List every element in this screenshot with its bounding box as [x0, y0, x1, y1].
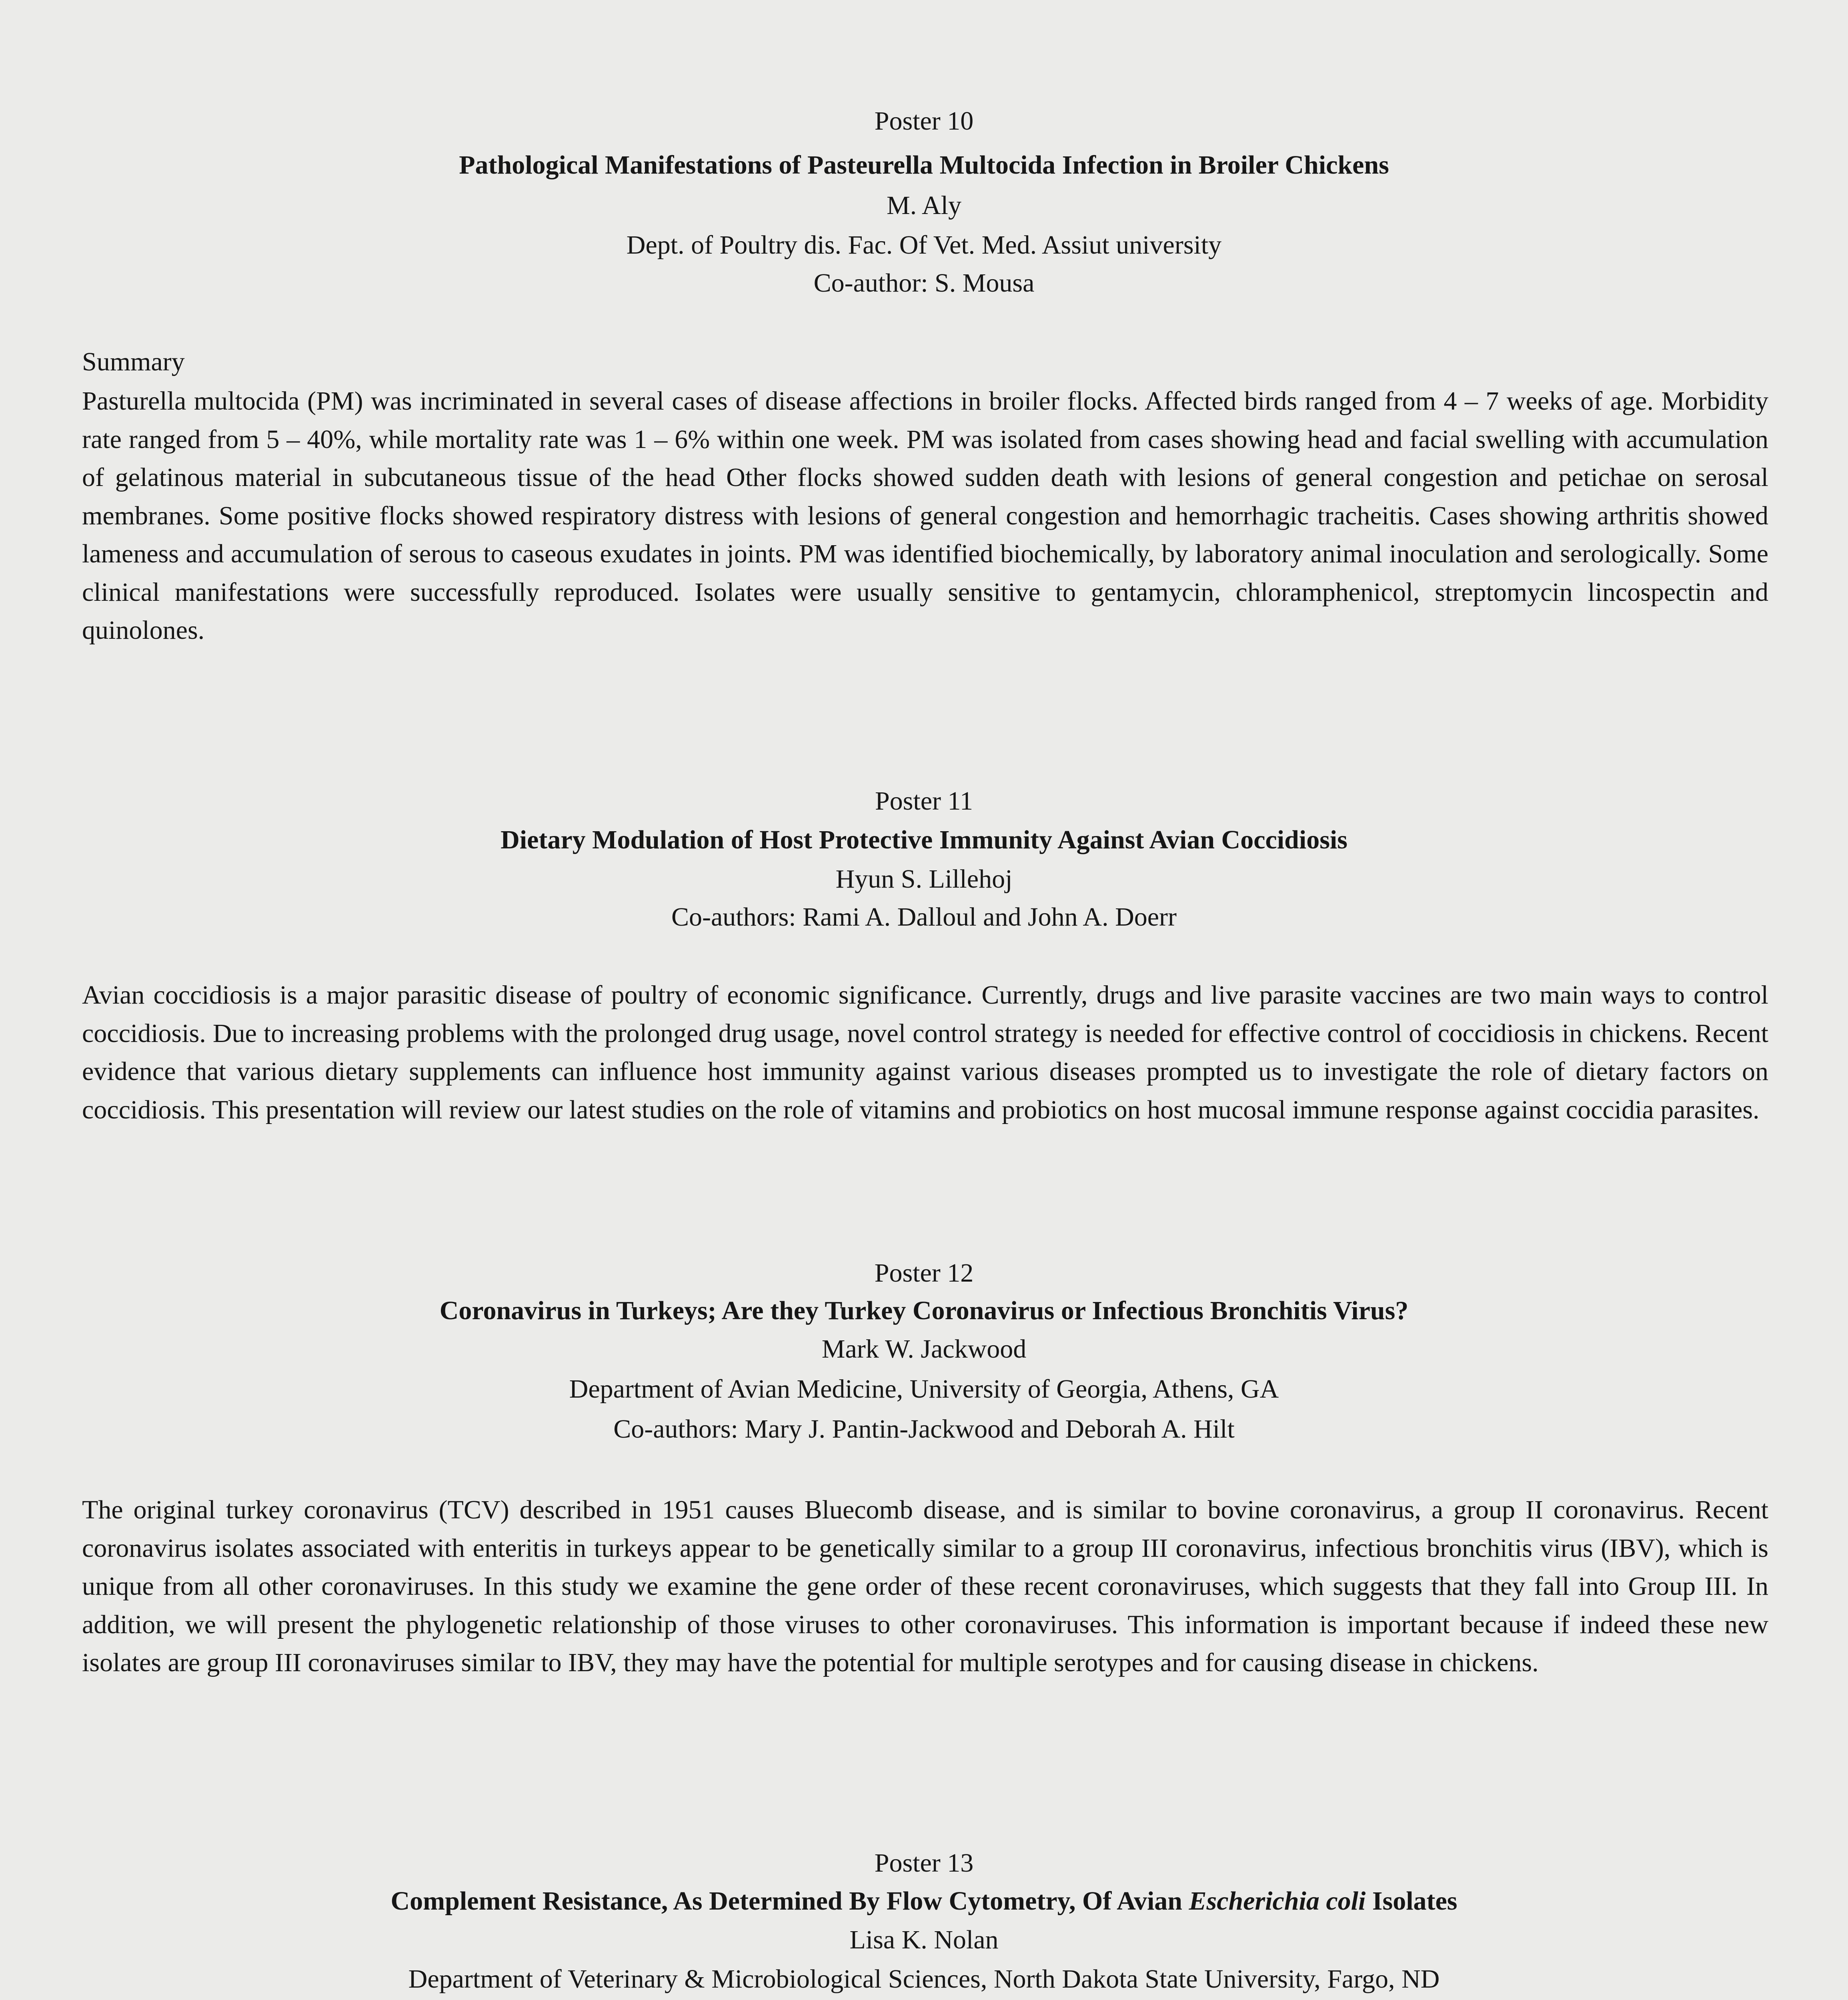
- poster-title: [0, 1882, 1848, 1920]
- poster-abstract: The original turkey coronavirus (TCV) described in 1951 causes Bluecomb disease, and is similar to bovine coronavirus, a group II coronavirus. Recent coronavirus isolates associated with enteritis in turkeys appear to be genetically similar to a group III coronavirus, infectious bronchitis virus (IBV), which is unique from all other coronaviruses. In this study we examine the gene order of these recent coronaviruses, which suggests that they fall into Group III. In addition, we will present the phylogenetic relationship of those viruses to other coronaviruses. This information is important because if indeed these new isolates are group III coronaviruses similar to IBV, they may have the potential for multiple serotypes and for causing disease in chickens.: [82, 1495, 1768, 1677]
- poster-coauthors: [0, 1998, 1848, 2000]
- poster-title: Pathological Manifestations of Pasteurella Multocida Infection in Broiler Chickens: [459, 150, 1389, 180]
- poster-author: Hyun S. Lillehoj: [835, 864, 1013, 894]
- title-species: Escherichia coli: [1189, 1886, 1366, 1916]
- poster-abstract: Pasturella multocida (PM) was incriminated in several cases of disease affections in broiler flocks. Affected birds ranged from 4 – 7 weeks of age. Morbidity rate ranged from 5 – 40%, while mortality rate was 1 – 6% within one week. PM was isolated from cases showing head and facial swelling with accumulation of gelatinous material in subcutaneous tissue of the head Other flocks showed sudden death with lesions of general congestion and petichae on serosal membranes. Some positive flocks showed respiratory distress with lesions of general congestion and hemorrhagic tracheitis. Cases showing arthritis showed lameness and accumulation of serous to caseous exudates in joints. PM was identified biochemically, by laboratory animal inoculation and serologically. Some clinical manifestations were successfully reproduced. Isolates were usually sensitive to gentamycin, chloramphenicol, streptomycin lincospectin and quinolones.: [82, 386, 1768, 645]
- title-text: Complement Resistance, As Determined By Flow Cytometry, Of Avian: [390, 1886, 1189, 1916]
- poster-label: Poster 10: [874, 106, 974, 136]
- poster-coauthors: Co-authors: Mary J. Pantin-Jackwood and Deborah A. Hilt: [613, 1414, 1235, 1444]
- poster-coauthors: Co-author: S. Mousa: [813, 268, 1035, 298]
- summary-label: Summary: [82, 347, 185, 376]
- poster-title: Dietary Modulation of Host Protective Immunity Against Avian Coccidiosis: [501, 825, 1347, 854]
- poster-affiliation: Department of Veterinary & Microbiological Sciences, North Dakota State University, Fargo, ND: [408, 1964, 1440, 1994]
- poster-author: Lisa K. Nolan: [849, 1925, 999, 1954]
- poster-label: Poster 13: [874, 1848, 974, 1878]
- poster-title: Coronavirus in Turkeys; Are they Turkey Coronavirus or Infectious Bronchitis Virus?: [439, 1296, 1409, 1325]
- poster-label: Poster 11: [875, 786, 973, 816]
- title-text: Isolates: [1365, 1886, 1458, 1916]
- poster-abstract: Avian coccidiosis is a major parasitic disease of poultry of economic significance. Currently, drugs and live parasite vaccines are two main ways to control coccidiosis. Due to increasing problems with the prolonged drug usage, novel control strategy is needed for effective control of coccidiosis in chickens. Recent evidence that various dietary supplements can influence host immunity against various diseases prompted us to investigate the role of dietary factors on coccidiosis. This presentation will review our latest studies on the role of vitamins and probiotics on host mucosal immune response against coccidia parasites.: [82, 980, 1768, 1124]
- poster-affiliation: Dept. of Poultry dis. Fac. Of Vet. Med. Assiut university: [626, 230, 1222, 260]
- poster-author: Mark W. Jackwood: [821, 1334, 1027, 1364]
- poster-affiliation: Department of Avian Medicine, University of Georgia, Athens, GA: [569, 1374, 1279, 1404]
- poster-coauthors: Co-authors: Rami A. Dalloul and John A. Doerr: [671, 902, 1177, 932]
- poster-label: Poster 12: [874, 1258, 974, 1288]
- poster-author: M. Aly: [886, 191, 962, 220]
